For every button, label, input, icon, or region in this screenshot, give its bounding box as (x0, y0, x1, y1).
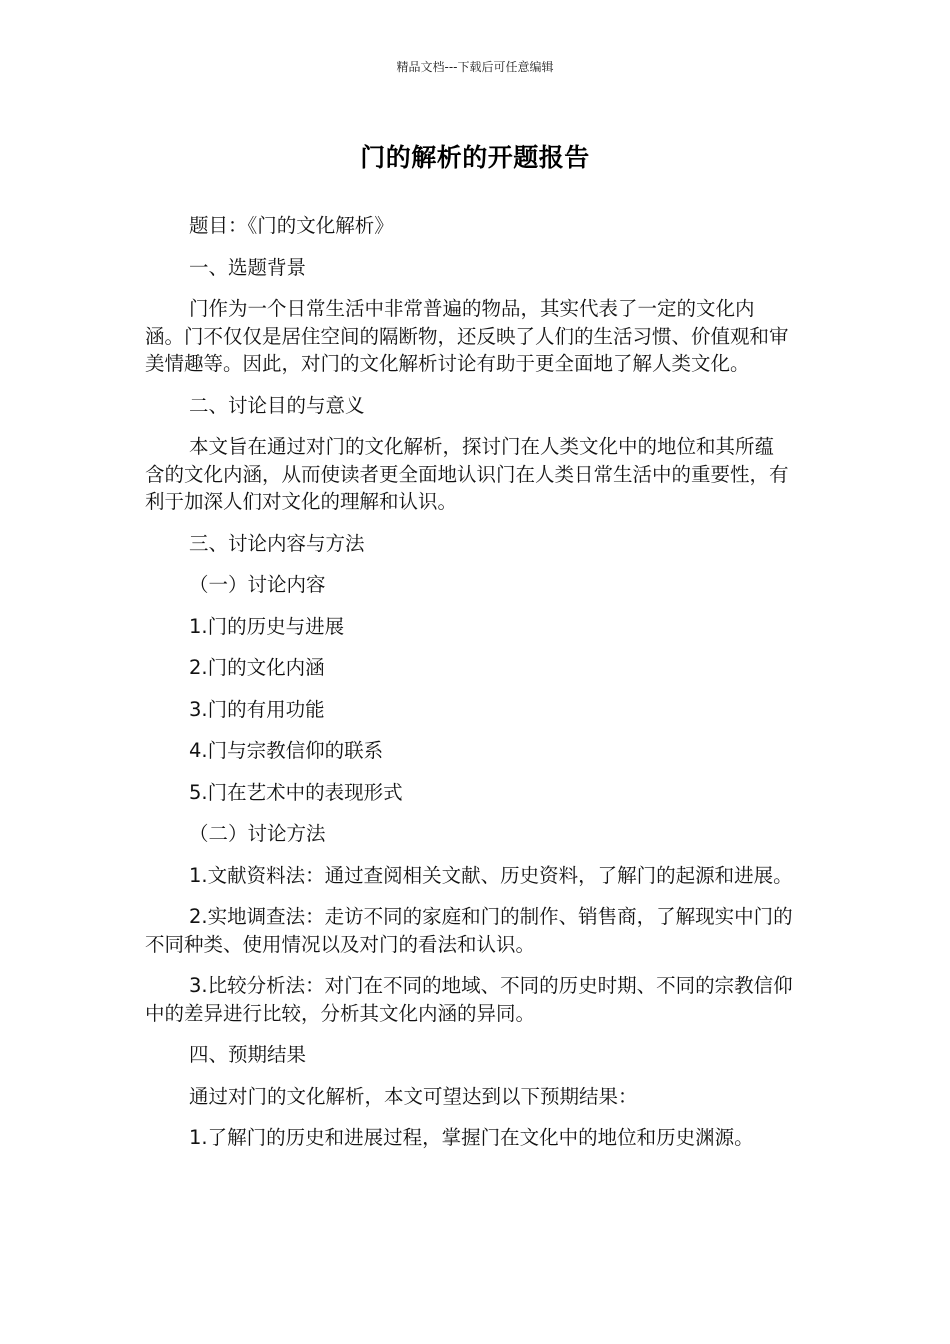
purpose-paragraph: 本文旨在通过对门的文化解析，探讨门在人类文化中的地位和其所蕴含的文化内涵，从而使读者更全面地认识门在人类日常生活中的重要性，有利于加深人们对文化的理解和认识。 (145, 435, 789, 513)
background-paragraph: 门作为一个日常生活中非常普遍的物品，其实代表了一定的文化内涵。门不仅仅是居住空间的隔断物，还反映了人们的生活习惯、价值观和审美情趣等。因此，对门的文化解析讨论有助于更全面地了解人类文化。 (145, 297, 789, 375)
content-item: 2.门的文化内涵 (189, 656, 325, 679)
content-item: 5.门在艺术中的表现形式 (189, 780, 403, 804)
expected-result-item: 1.了解门的历史和进展过程，掌握门在文化中的地位和历史渊源。 (189, 1126, 754, 1149)
header-note: 精品文档---下载后可任意编辑 (396, 60, 554, 74)
content-item: 3.门的有用功能 (189, 697, 325, 721)
topic-line: 题目：《门的文化解析》 (189, 214, 394, 237)
expected-results-intro: 通过对门的文化解析，本文可望达到以下预期结果： (189, 1084, 638, 1108)
subheading-content: （一）讨论内容 (189, 573, 326, 596)
document-title: 门的解析的开题报告 (360, 143, 590, 172)
section-heading-content-method: 三、讨论内容与方法 (189, 531, 365, 555)
section-heading-expected-results: 四、预期结果 (189, 1043, 307, 1066)
subheading-method: （二）讨论方法 (189, 822, 326, 845)
content-item: 4.门与宗教信仰的联系 (189, 739, 384, 762)
method-item: 3.比较分析法：对门在不同的地域、不同的历史时期、不同的宗教信仰中的差异进行比较，分析其文化内涵的异同。 (145, 974, 793, 1025)
content-item: 1.门的历史与进展 (189, 614, 345, 638)
section-heading-purpose: 二、讨论目的与意义 (189, 393, 365, 417)
method-item: 2.实地调查法：走访不同的家庭和门的制作、销售商，了解现实中门的不同种类、使用情况以及对门的看法和认识。 (145, 905, 793, 956)
section-heading-background: 一、选题背景 (189, 255, 307, 279)
document-body (145, 212, 793, 1166)
method-item: 1.文献资料法：通过查阅相关文献、历史资料，了解门的起源和进展。 (189, 863, 793, 887)
